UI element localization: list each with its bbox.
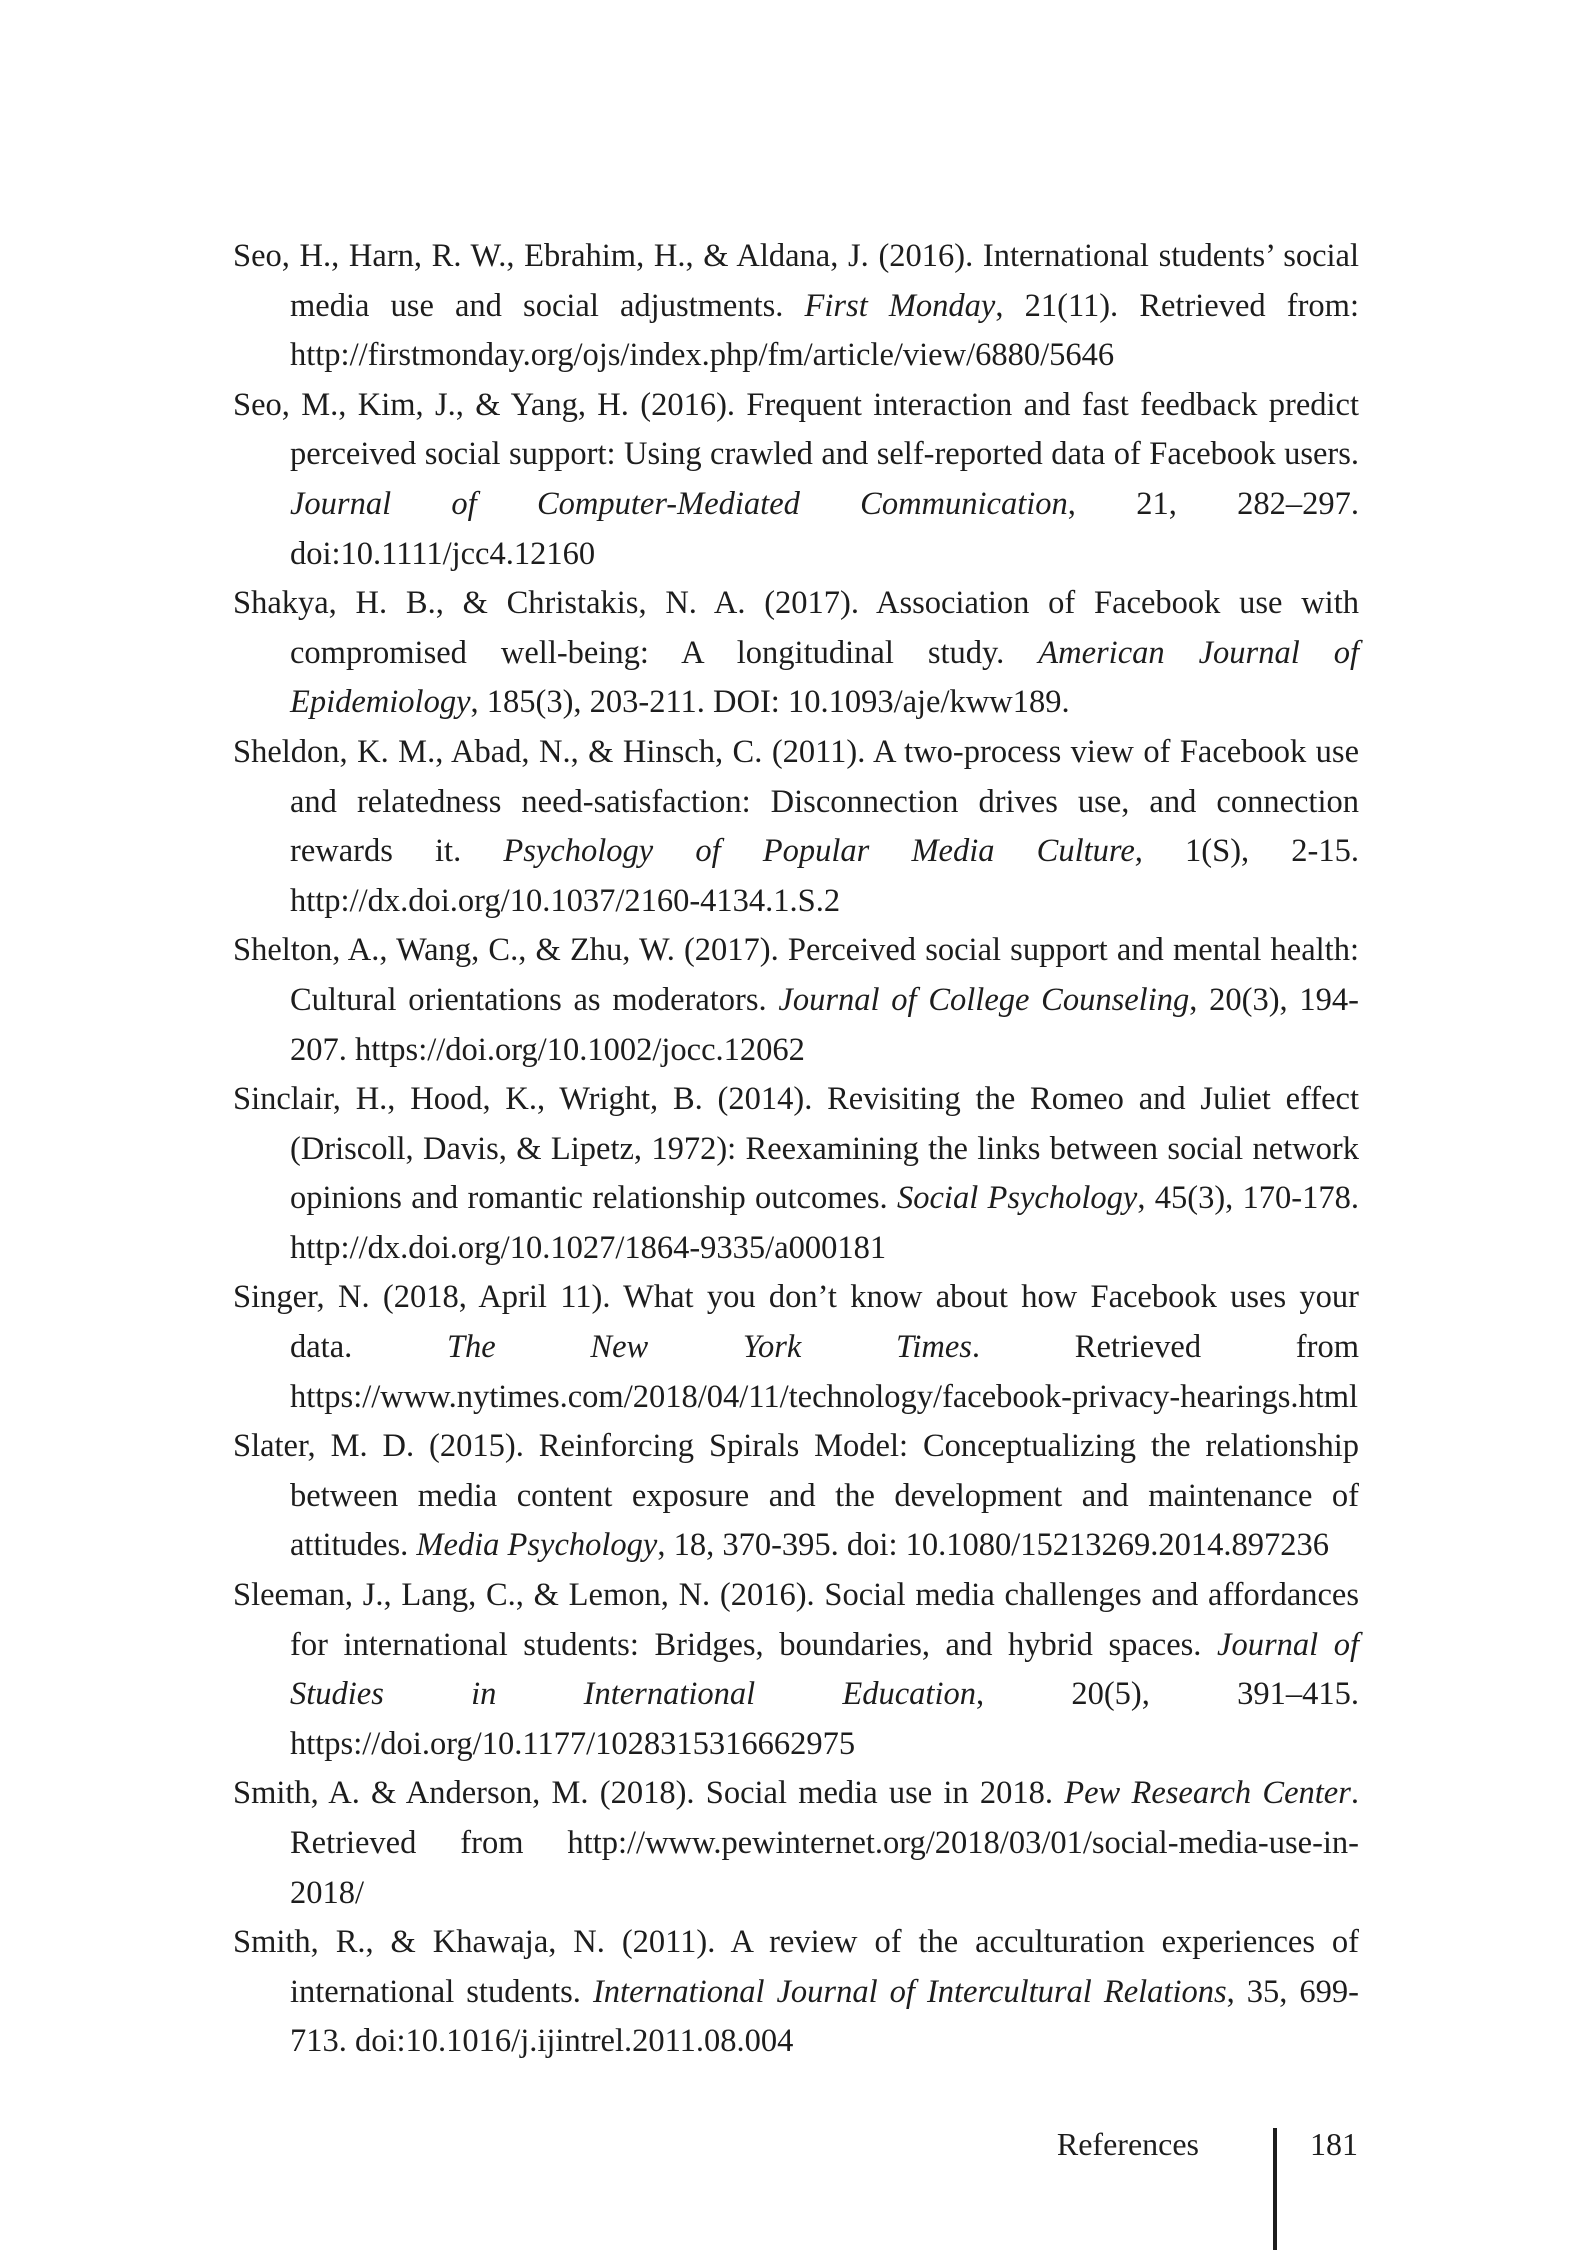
- running-footer-section: References: [1056, 2126, 1199, 2162]
- reference-entry: Sheldon, K. M., Abad, N., & Hinsch, C. (2011). A two-process view of Facebook use and relatedness need-satisfaction: Disconnection drives use, and connection rewards it. Psychology of Popular Media Culture, 1(S), 2-15. http://dx.doi.org/10.1037/2160-4134.1.S.2: [233, 733, 1360, 919]
- reference-entry: Smith, A. & Anderson, M. (2018). Social media use in 2018. Pew Research Center. Retrieved from http://www.pewinternet.org/2018/03/01/social-media-use-in-2018/: [233, 1775, 1359, 1911]
- reference-entry: Shelton, A., Wang, C., & Zhu, W. (2017). Perceived social support and mental health: Cultural orientations as moderators. Journal of College Counseling, 20(3), 194-207. https://doi.org/10.1002/jocc.12062: [233, 932, 1359, 1068]
- reference-list: [233, 232, 1359, 2067]
- page-number: 181: [1310, 2126, 1358, 2162]
- reference-entry: Seo, M., Kim, J., & Yang, H. (2016). Frequent interaction and fast feedback predict perceived social support: Using crawled and self-reported data of Facebook users. Journal of Computer-Mediated Communication, 21, 282–297. doi:10.1111/jcc4.12160: [233, 386, 1360, 572]
- reference-entry: Seo, H., Harn, R. W., Ebrahim, H., & Aldana, J. (2016). International students’ social media use and social adjustments. First Monday, 21(11). Retrieved from: http://firstmonday.org/ojs/index.php/fm/article/view/6880/5646: [233, 238, 1359, 374]
- footer-divider: [1273, 2128, 1277, 2250]
- reference-entry: Smith, R., & Khawaja, N. (2011). A review of the acculturation experiences of international students. International Journal of Intercultural Relations, 35, 699-713. doi:10.1016/j.ijintrel.2011.08.004: [233, 1924, 1360, 2060]
- reference-entry: Singer, N. (2018, April 11). What you don’t know about how Facebook uses your data. The New York Times. Retrieved from https://www.nytimes.com/2018/04/11/technology/facebook-privacy-hearings.html: [233, 1279, 1359, 1415]
- reference-entry: Slater, M. D. (2015). Reinforcing Spirals Model: Conceptualizing the relationship between media content exposure and the development and maintenance of attitudes. Media Psychology, 18, 370-395. doi: 10.1080/15213269.2014.897236: [233, 1428, 1359, 1564]
- reference-entry: Shakya, H. B., & Christakis, N. A. (2017). Association of Facebook use with compromised well-being: A longitudinal study. American Journal of Epidemiology, 185(3), 203-211. DOI: 10.1093/aje/kww189.: [233, 585, 1359, 721]
- reference-entry: Sleeman, J., Lang, C., & Lemon, N. (2016). Social media challenges and affordances for international students: Bridges, boundaries, and hybrid spaces. Journal of Studies in International Education, 20(5), 391–415. https://doi.org/10.1177/1028315316662975: [233, 1577, 1359, 1762]
- reference-entry: Sinclair, H., Hood, K., Wright, B. (2014). Revisiting the Romeo and Juliet effect (Driscoll, Davis, & Lipetz, 1972): Reexamining the links between social network opinions and romantic relationship outcomes. Social Psychology, 45(3), 170-178. http://dx.doi.org/10.1027/1864-9335/a000181: [233, 1081, 1360, 1266]
